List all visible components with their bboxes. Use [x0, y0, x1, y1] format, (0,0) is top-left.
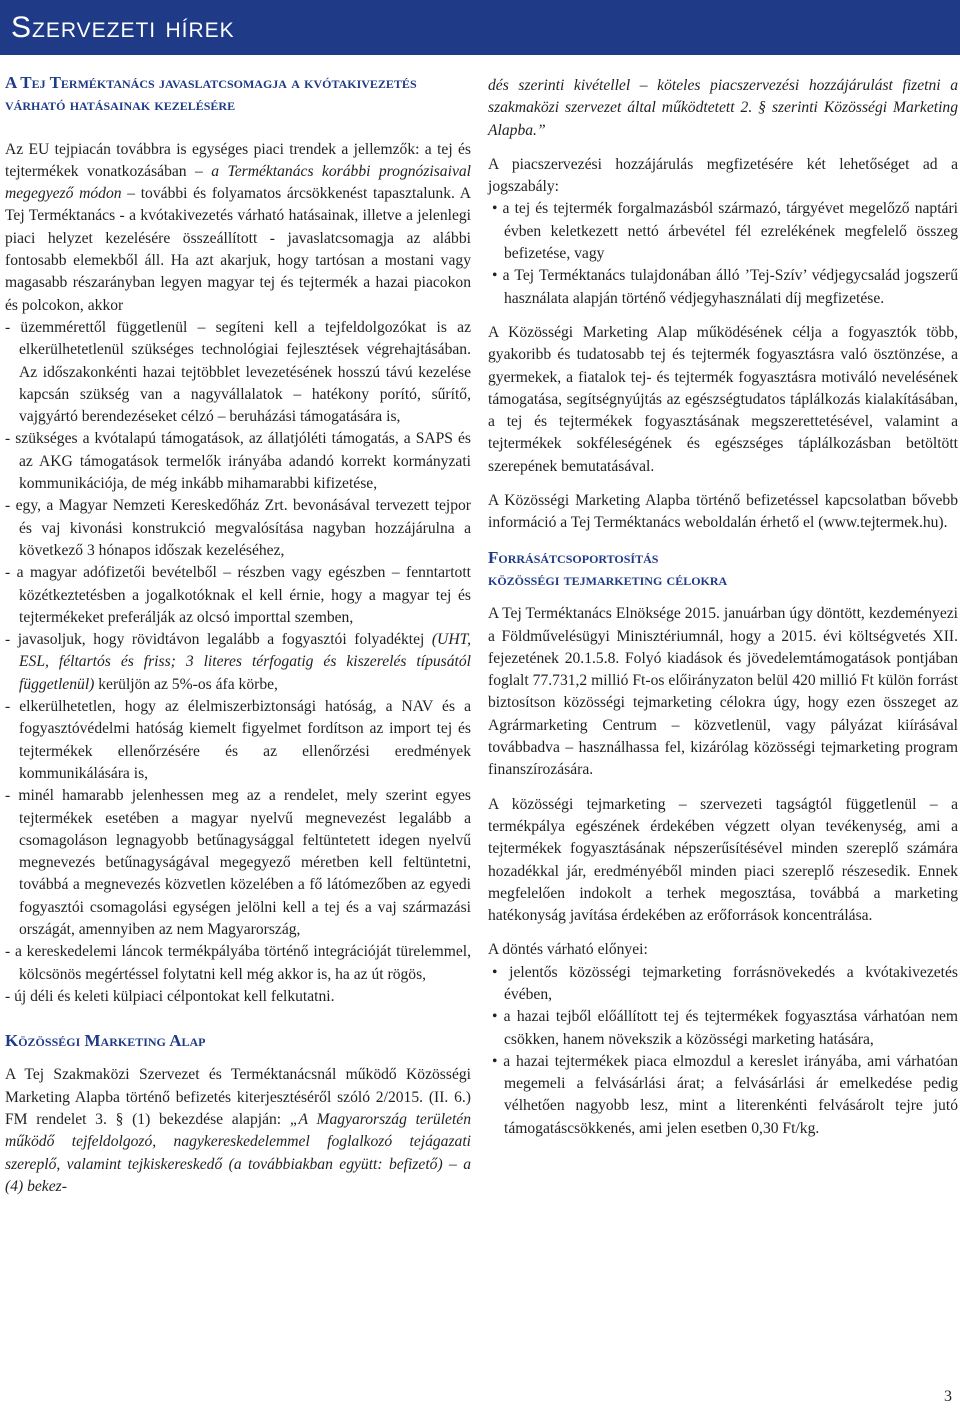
- paragraph: A Közösségi Marketing Alapba történő befizetéssel kapcsolatban bővebb információ a Tej Terméktanács weboldalán érhető el (www.tejtermek.hu).: [488, 492, 958, 532]
- paragraph: A döntés várható előnyei:: [488, 941, 648, 959]
- section-heading-kma: Közösségi Marketing Alap: [5, 1031, 206, 1051]
- kma-paragraph: A Tej Szakmaközi Szervezet és Terméktanácsnál működő Közösségi Marketing Alapba történő befizetés kiterjesztéséről szóló 2/2015. (II. 6.) FM rendelet 3. § (1) bekezdése alapján: „A Magyarország területén működő tejfeldolgozó, nagykereskedelemmel foglalkozó tejágazati szereplő, valamint tejkiskereskedő (a továbbiakban együtt: befizető) – a (4) bekez-: [5, 1066, 471, 1195]
- left-column: [5, 72, 471, 1198]
- right-column: [488, 75, 958, 1140]
- page-number: 3: [944, 1388, 952, 1405]
- article-heading: A Tej Terméktanács javaslatcsomagja a kvótakivezetés várható hatásainak kezelésére: [5, 73, 417, 115]
- list-item: - üzemmérettől függetlenül – segíteni kell a tejfeldolgozókat is az elkerülhetetlenül szükséges technológiai fejlesztések végrehajtásában. Az időszakonkénti hazai tejtöbblet levezetésének hosszú távú kezelése kapcsán szükség van a nagyvállalatok – hatékony porító, sűrítő, vajgyártó berendezéseket célzó – beruházási támogatására is,: [5, 318, 471, 426]
- bullet-item: • a tej és tejtermék forgalmazásból származó, tárgyévet megelőző naptári évben keletkezett nettó árbevétel fél ezrelékének megfelelő összeg befizetése, vagy: [492, 200, 958, 263]
- list-item: - javasoljuk, hogy rövidtávon legalább a fogyasztói folyadéktej (UHT, ESL, féltartós és friss; 3 literes térfogatig és kiszerelés típusától függetlenül) kerüljön az 5%-os áfa körbe,: [5, 631, 471, 693]
- intro-text-italic: a Terméktanács korábbi prognózisaival megegyező módon: [5, 162, 471, 203]
- bullet-item: • a hazai tejből előállított tej és tejtermékek fogyasztása várhatóan nem csökken, hanem növekszik a közösségi marketing hatására,: [492, 1008, 958, 1048]
- list-item: - minél hamarabb jelenhessen meg az a rendelet, mely szerint egyes tejtermékek esetében a magyar nyelvű megnevezést legalább a csomagoláson legnagyobb betűnagysággal feltüntetett idegen nyelvű megnevezés betűnagyságával megegyező méretben kell feltüntetni, továbbá a megnevezés közvetlen közelében a fő látómezőben az egyedi fogyasztói csomagolási egységen jelölni kell a tej és a vaj származási országát, amennyiben az nem Magyarország,: [5, 787, 471, 938]
- list-item: - új déli és keleti külpiaci célpontokat kell felkutatni.: [5, 987, 335, 1005]
- bullet-item: • jelentős közösségi tejmarketing forrásnövekedés a kvótakivezetés évében,: [492, 963, 958, 1003]
- section-heading-forras: Forrásátcsoportosítás közösségi tejmarketing célokra: [488, 547, 728, 589]
- bullet-item: • a Tej Terméktanács tulajdonában álló ’Tej-Szív’ védjegycsalád jogszerű használata alapján történő védjegyhasználati díj megfizetése.: [492, 267, 958, 307]
- paragraph: A Tej Terméktanács Elnöksége 2015. januárban úgy döntött, kezdeményezi a Földművelésügyi Minisztériumnál, hogy a 2015. évi költségvetés XII. fejezetének 20.1.5.8. Folyó kiadások és jövedelemtámogatások pontjában foglalt 77.731,2 millió Ft-os előirányzaton belül 420 millió Ft külön forrást biztosítson közösségi tejmarketing célokra úgy, hogy ezen összeget az Agrármarketing Centrum – közvetlenül, vagy pályázat kiírásával továbbadva – használhassa fel, kizárólag közösségi tejmarketing program finanszírozására.: [488, 605, 958, 779]
- intro-text: – további és folyamatos árcsökkenést tapasztalunk. A Tej Terméktanács - a kvótakivezetés várható hatásainak, illetve a jelenlegi piaci helyzet kezelésére összeállított - javaslatcsomagja az alábbi fontosabb elemekből áll. Ha azt akarjuk, hogy tartósan a mostani vagy magasabb részarányban legyen magyar tej és tejtermék a hazai piacokon és polcokon, akkor: [5, 185, 471, 314]
- section-banner: [0, 0, 960, 55]
- list-item: - egy, a Magyar Nemzeti Kereskedőház Zrt. bevonásával tervezett tejpor és vaj kivonási konstrukció megvalósítása nagyban hozzájárulna a következő 3 hónapos időszak kezeléséhez,: [5, 497, 471, 559]
- list-item: - elkerülhetetlen, hogy az élelmiszerbiztonsági hatóság, a NAV és a fogyasztóvédelmi hatóság kiemelt figyelmet fordítson az import tej és tejtermékek ellenőrzésére és az ellenőrzési eredmények kommunikálására is,: [5, 698, 471, 782]
- list-item: - a kereskedelemi láncok termékpályába történő integrációját türelemmel, kölcsönös megértéssel folytatni kell még akkor is, ha az út rögös,: [5, 943, 471, 983]
- paragraph: A Közösségi Marketing Alap működésének célja a fogyasztók több, gyakoribb és tudatosabb tej és tejtermék fogyasztásra való ösztönzése, a gyermekek, a fiatalok tej- és tejtermék fogyasztásra motiváló nevelésének támogatása, segítségnyújtás az egészségtudatos táplálkozás kialakításában, a tej és tejtermékek fogyasztásának megszerettetésével, valamint a tejtermékek sokféleségének és egészséges táplálkozásban betöltött szerepének bemutatásával.: [488, 323, 958, 475]
- list-item: - szükséges a kvótalapú támogatások, az állatjóléti támogatás, a SAPS és az AKG támogatások termelők irányába adandó korrekt kormányzati kommunikációja, de még inkább mihamarabbi kifizetése,: [5, 430, 471, 493]
- paragraph: A közösségi tejmarketing – szervezeti tagságtól függetlenül – a termékpálya egészének érdekében végzett olyan tevékenység, ami a tejtermékek fogyasztásának népszerűsítésével minden szereplő számára hozadékkal jár, eredményéből minden piaci szereplő részesedik. Ennek megfelelően indokolt a terhek megosztása, továbbá a marketing hatékonyság javítása érdekében az erőforrások koncentrálása.: [488, 795, 958, 925]
- list-item: - a magyar adófizetői bevételből – részben vagy egészben – fenntartott közétkeztetésben a jogalkotóknak el kell érnie, hogy a magyar tej és tejtermékeket preferálják az olcsó importtal szemben,: [5, 564, 471, 626]
- section-title: Szervezeti hírek: [11, 11, 235, 44]
- intro-paragraph: [5, 139, 471, 317]
- quote-continuation: dés szerinti kivétellel – köteles piacszervezési hozzájárulást fizetni a szakmaközi szervezet által működtetett 2. § szerinti Közösségi Marketing Alapba.”: [488, 77, 958, 139]
- intro-text: Az EU tejpiacán továbbra is egységes piaci trendek a jellemzők: a tej és tejtermékek vonatkozásában –: [5, 140, 471, 180]
- bullet-item: • a hazai tejtermékek piaca elmozdul a kereslet irányába, ami várhatóan megemeli a felvásárlási árat; a felvásárlási ár emelkedése pedig vélhetően nagyobb lesz, mint a literenkénti felvásárolt tejre jutó támogatáscsökkenés, ami jelen esetben 0,30 Ft/kg.: [492, 1052, 958, 1137]
- paragraph: A piacszervezési hozzájárulás megfizetésére két lehetőséget ad a jogszabály:: [488, 155, 958, 196]
